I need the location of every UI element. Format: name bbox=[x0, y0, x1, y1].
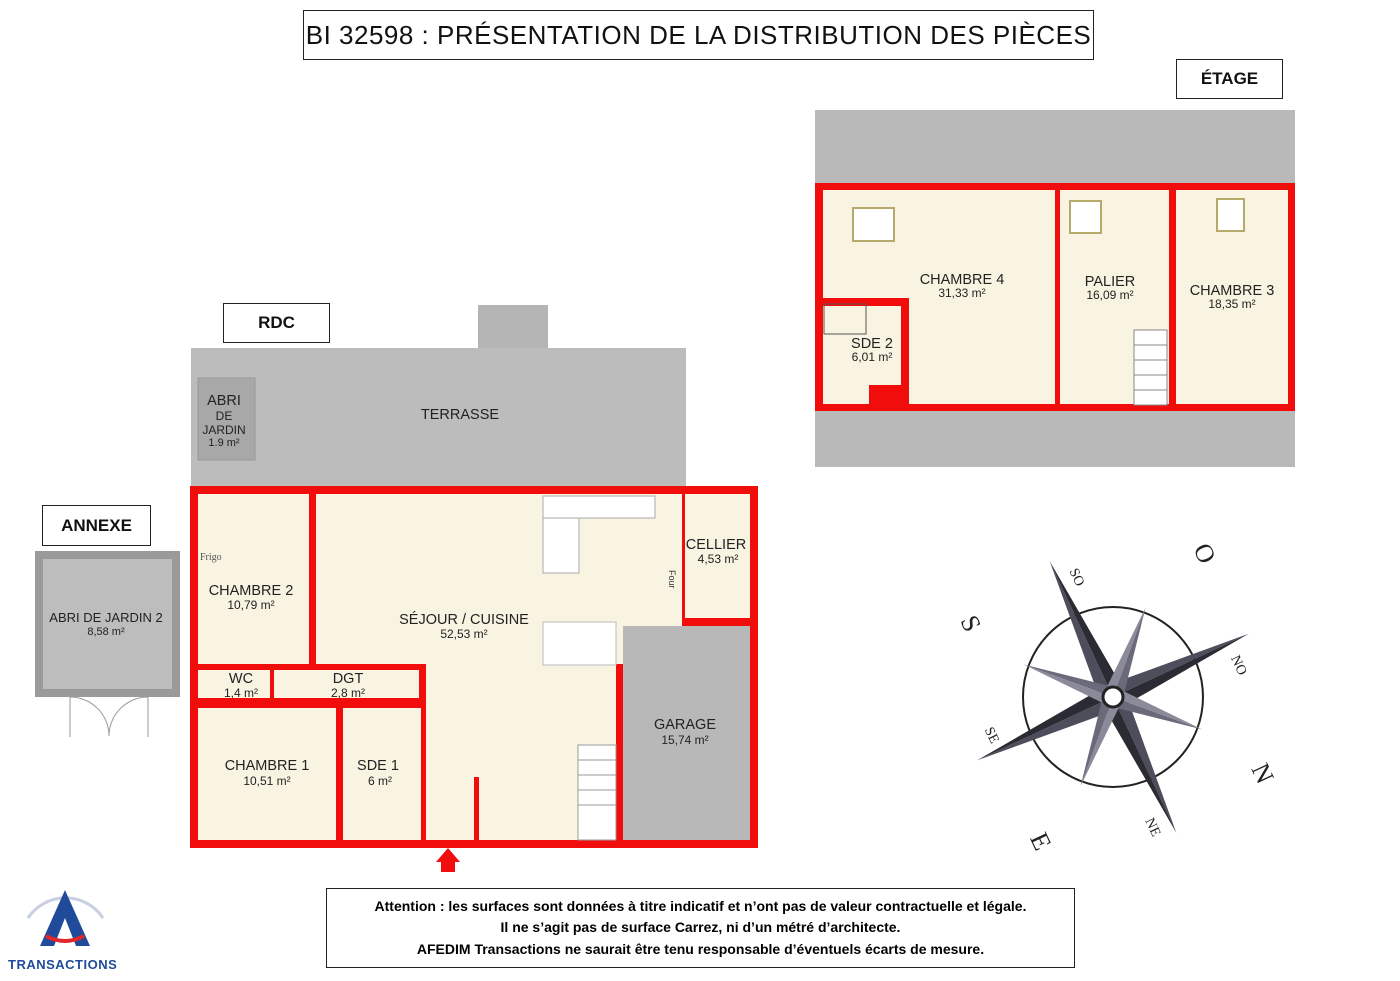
etage-plan bbox=[815, 110, 1295, 467]
room-label: SDE 1 bbox=[357, 758, 399, 774]
room-label: CHAMBRE 2 bbox=[208, 583, 294, 599]
room-label: 8,58 m² bbox=[87, 626, 125, 638]
rdc-plan bbox=[190, 305, 758, 872]
etage-label: ÉTAGE bbox=[1176, 59, 1283, 99]
room-label: DE bbox=[215, 409, 233, 423]
room-label: SE bbox=[980, 724, 1002, 747]
disclaimer-line: Il ne s’agit pas de surface Carrez, ni d’un métré d’architecte. bbox=[500, 919, 901, 936]
room-label: PALIER bbox=[1084, 274, 1136, 290]
room-label: N bbox=[1245, 758, 1280, 789]
room-label: SO bbox=[1065, 566, 1087, 589]
room-label: ABRI bbox=[207, 393, 241, 409]
room-label: Frigo bbox=[200, 552, 222, 563]
room-label: 31,33 m² bbox=[938, 286, 986, 300]
room-label: TERRASSE bbox=[420, 407, 500, 423]
room-label: 10,51 m² bbox=[243, 774, 291, 788]
room-label: 2,8 m² bbox=[330, 686, 366, 700]
skylight-icon bbox=[1070, 201, 1101, 233]
rdc-label: RDC bbox=[223, 303, 330, 343]
room-label: 6,01 m² bbox=[851, 350, 893, 364]
room-label: SÉJOUR / CUISINE bbox=[399, 612, 529, 628]
room-label: O bbox=[1187, 538, 1222, 569]
room-label: CHAMBRE 1 bbox=[224, 758, 310, 774]
room-label: 18,35 m² bbox=[1208, 297, 1256, 311]
room-label: 15,74 m² bbox=[661, 733, 709, 747]
skylight-icon bbox=[853, 208, 894, 241]
room-label: GARAGE bbox=[653, 717, 717, 733]
room-label: JARDIN bbox=[202, 423, 246, 437]
room-label: E bbox=[1024, 828, 1058, 855]
compass-rose-icon bbox=[914, 498, 1313, 897]
room-label: NE bbox=[1141, 815, 1163, 840]
room-label: S bbox=[954, 610, 987, 637]
entrance-arrow-icon bbox=[436, 848, 460, 872]
room-label: 6 m² bbox=[368, 774, 392, 788]
disclaimer-box bbox=[326, 888, 1075, 968]
page-title: BI 32598 : PRÉSENTATION DE LA DISTRIBUTION DES PIÈCES bbox=[303, 10, 1094, 60]
room-label: 52,53 m² bbox=[440, 627, 488, 641]
annexe-label: ANNEXE bbox=[42, 505, 151, 546]
stairs-icon bbox=[578, 745, 616, 840]
room-label: 10,79 m² bbox=[227, 598, 275, 612]
skylight-icon bbox=[1217, 199, 1244, 231]
room-label: Four bbox=[667, 570, 677, 589]
room-chambre-2 bbox=[198, 494, 309, 664]
room-label: ABRI DE JARDIN 2 bbox=[49, 610, 163, 625]
room-label: NO bbox=[1227, 653, 1250, 678]
room-label: WC bbox=[228, 671, 254, 687]
room-label: DGT bbox=[332, 671, 364, 687]
room-label: 1,4 m² bbox=[223, 686, 259, 700]
stairs-icon bbox=[1134, 330, 1167, 405]
room-label: 16,09 m² bbox=[1086, 288, 1134, 302]
annexe-plan bbox=[35, 551, 180, 737]
room-label: 4,53 m² bbox=[697, 552, 739, 566]
room-label: CHAMBRE 4 bbox=[919, 272, 1005, 288]
room-label: 1.9 m² bbox=[208, 437, 240, 449]
logo-text: TRANSACTIONS bbox=[8, 957, 118, 972]
room-label: SDE 2 bbox=[851, 336, 893, 352]
room-label: CELLIER bbox=[685, 537, 747, 553]
disclaimer-line: Attention : les surfaces sont données à titre indicatif et n’ont pas de valeur contractuelle et légale. bbox=[374, 897, 1027, 914]
room-label: CHAMBRE 3 bbox=[1189, 283, 1275, 299]
disclaimer-line: AFEDIM Transactions ne saurait être tenu responsable d’éventuels écarts de mesure. bbox=[416, 940, 985, 957]
